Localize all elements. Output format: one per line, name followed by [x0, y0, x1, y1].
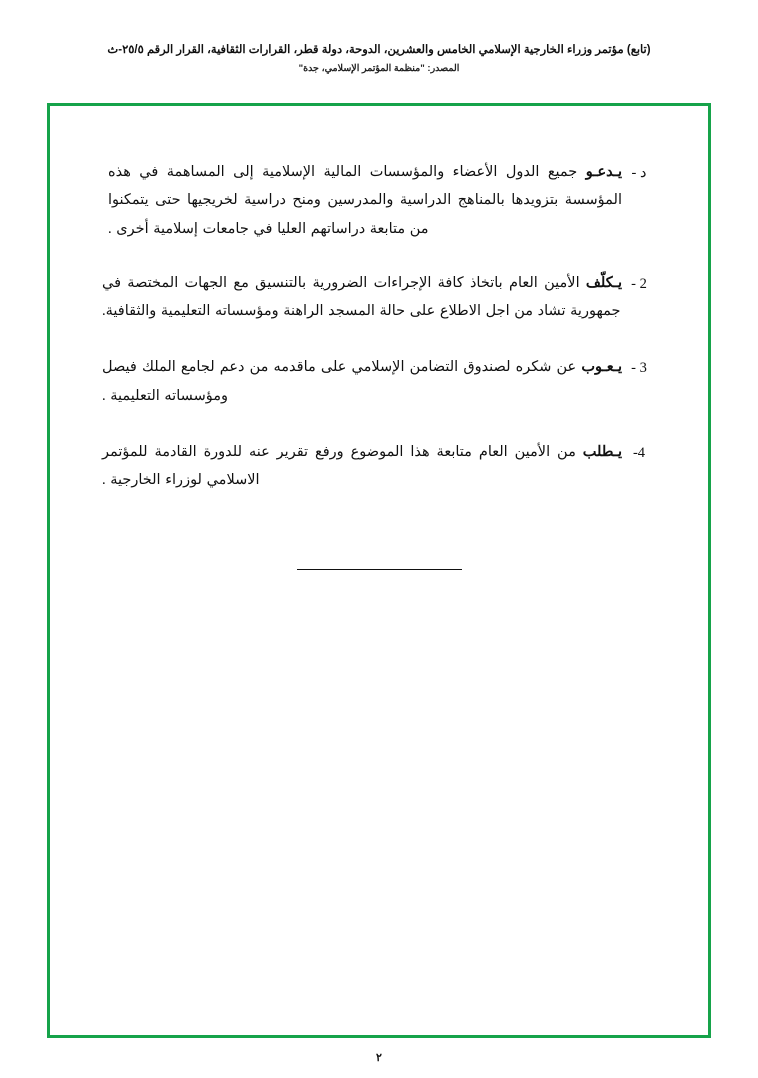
- clause-text: [102, 353, 622, 410]
- horizontal-rule: [50, 569, 708, 570]
- header-source-line: المصدر: "منظمة المؤتمر الإسلامي، جدة": [298, 63, 460, 74]
- page-header: [0, 42, 758, 74]
- clause-item: [102, 269, 656, 326]
- clause-marker: 3 -: [631, 360, 647, 377]
- clause-item: [102, 158, 656, 243]
- clauses-container: [102, 158, 656, 520]
- clause-item: [102, 438, 656, 495]
- header-title-line: (تابع) مؤتمر وزراء الخارجية الإسلامي الخامس والعشرين، الدوحة، دولة قطر، القرارات الثقافية، القرار الرقم ٢٥/٥-ث: [107, 44, 651, 56]
- page-number: ٢: [376, 1052, 382, 1064]
- clause-text: [102, 269, 622, 326]
- clause-marker: 2 -: [631, 275, 647, 292]
- content-frame: [47, 103, 711, 1038]
- clause-marker: 4-: [632, 444, 646, 461]
- clause-body-text: الأمين العام باتخاذ كافة الإجراءات الضرورية بالتنسيق مع الجهات المختصة في جمهورية تشاد من اجل الاطلاع على حالة المسجد الراهنة ومؤسساته التعليمية والثقافية.: [102, 274, 621, 320]
- clause-verb: يـطلب: [582, 443, 622, 460]
- clause-body-text: عن شكره لصندوق التضامن الإسلامي على ماقدمه من دعم لجامع الملك فيصل ومؤسساته التعليمية .: [102, 359, 582, 404]
- clause-body-text: جميع الدول الأعضاء والمؤسسات المالية الإسلامية إلى المساهمة في هذه المؤسسة بتزويدها بالمناهج الدراسية والمدرسين ومنح دراسية لخريجيها حتى يتمكنوا من متابعة دراساتهم العليا في جامعات إسلامية أخرى .: [108, 164, 622, 237]
- clause-marker: د -: [631, 165, 647, 181]
- clause-item: [102, 353, 656, 410]
- clause-verb: يـدعـو: [585, 164, 622, 180]
- clause-text: [102, 438, 622, 495]
- clause-text: [102, 158, 622, 243]
- page-footer: [0, 1051, 758, 1064]
- clause-body-text: من الأمين العام متابعة هذا الموضوع ورفع تقرير عنه للدورة القادمة للمؤتمر الاسلامي لوزراء الخارجية .: [102, 443, 583, 489]
- clause-verb: يـعـوب: [581, 359, 622, 376]
- clause-verb: يـكلّف: [585, 274, 622, 291]
- rule-line: [297, 569, 462, 570]
